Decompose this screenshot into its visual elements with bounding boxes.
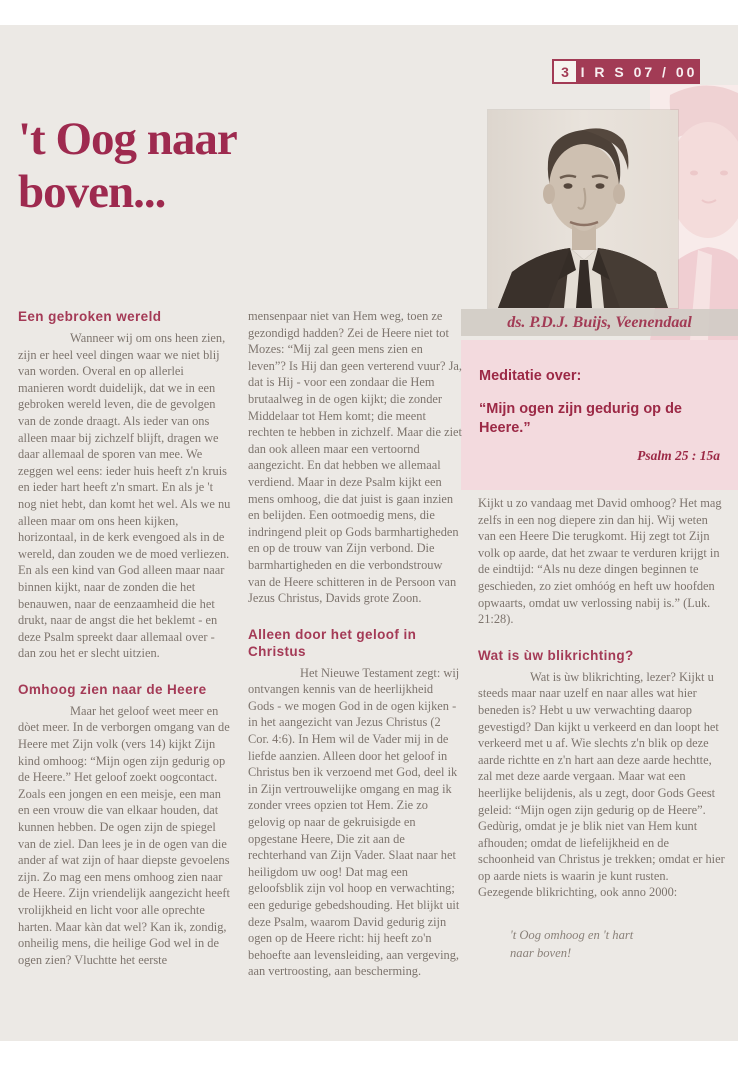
page-title	[18, 113, 448, 219]
meditation-quote: “Mijn ogen zijn gedurig op de Heere.”	[479, 401, 682, 436]
paragraph-broken-world: Wanneer wij om ons heen zien, zijn er heel veel dingen waar we niet blij van worden. Overal en op allerlei manieren wordt duidelijk, dat we in een gebroken wereld leven, die de gevolgen van de zonde draagt. Als ieder van ons alleen maar bij zichzelf blijft, dragen we daar allemaal de sporen van mee. We zeggen wel eens: ieder huis heeft z'n kruis en ieder hart heeft z'n smart. En als je 't nog niet hebt, dan komt het wel. Als we nu alleen maar om ons heen kijken, horizontaal, in de kerk evengoed als in de wereld, dan zouden we de moed verliezen. En als een kind van God alleen maar naar binnen kijkt, naar de zonden die het benauwen, naar de eenzaamheid die het drukt, naar de angst die het beklemt - en deze Psalm spreekt daar allemaal over - dan zou het er slecht uitzien.	[18, 331, 231, 661]
closing-motto-line2: naar boven!	[510, 945, 572, 960]
section-heading-broken-world: Een gebroken wereld	[18, 309, 162, 324]
magazine-page	[0, 25, 738, 1041]
page-title-line1: 't Oog naar	[18, 113, 237, 165]
header-badge	[552, 59, 700, 84]
paragraph-faith-in-christ: Het Nieuwe Testament zegt: wij ontvangen kennis van de heerlijkheid Gods - we mogen God in de ogen kijken - in het aangezicht van Jezus Christus (2 Cor. 4:6). In Hem wil de Vader mij in de liefde aanzien. Alleen door het geloof in Christus ben ik verzoend met God, deel ik in Zijn vertrouwelijke omgang en mag ik zonder vrees opzien tot Hem. Zie zo gelovig op naar de gekruisigde en opgestane Heere, Die zit aan de rechterhand van Zijn Vader. Slaat naar het heiligdom uw oog! Dat mag een geloofsblik zijn vol hoop en verwachting; een gedurige gebedshouding. Het blijkt uit deze Psalm, waarom David gedurig zijn ogen op de Heere richt: hij heeft zo'n behoefte aan levensleiding, aan vergeving, aan vertroosting, aan bescherming.	[248, 665, 460, 979]
paragraph-look-up: Maar het geloof weet meer en dòet meer. In de verborgen omgang van de Heere met Zijn volk (vers 14) kijkt Zijn kind omhoog: “Mijn ogen zijn gedurig op de Heere.” Het geloof zoekt oogcontact. Zoals een jongen en een meisje, een man en een vrouw die van elkaar houden, dat kunnen hebben. De ogen zijn de spiegel van de ziel. Dan lees je in de ogen van die ander af wat zijn of haar diepste gevoelens zijn. Zo mag een mens omhoog zien naar de Heere. Zijn vriendelijk aangezicht heeft vrolijkheid en licht voor alle oprechte harten. Maar kàn dat wel? Kan ik, zondig, onheilig mens, die heilige God wel in de ogen zien? Vluchtte het eerste	[18, 703, 230, 967]
closing-motto-line1: 't Oog omhoog en 't hart	[510, 928, 634, 943]
meditation-label: Meditatie over:	[479, 368, 582, 384]
paragraph-david-look-up: Kijkt u zo vandaag met David omhoog? Het mag zelfs in een nog diepere zin dan hij. Wij weten van een Heere Die terugkomt. Hij zegt tot Zijn volk op aarde, dat het zwaar te verduren krijgt in de eindtijd: “Als nu deze dingen beginnen te geschieden, zo ziet omhóóg en heft uw hoofden opwaarts, omdat uw verlossing nabij is.” (Luk. 21:28).	[478, 496, 722, 627]
text-column-3	[478, 495, 726, 962]
issue-label: I R S 07 / 00	[578, 59, 700, 84]
closing-motto	[478, 927, 726, 962]
portrait-photo	[488, 110, 678, 308]
meditation-reference: Psalm 25 : 15a	[637, 448, 720, 463]
section-heading-faith-in-christ: Alleen door het geloof in Christus	[248, 626, 417, 659]
photo-caption: ds. P.D.J. Buijs, Veenendaal	[461, 309, 738, 336]
text-column-1	[18, 308, 232, 968]
page-title-line2: boven...	[18, 166, 166, 218]
section-heading-look-up: Omhoog zien naar de Heere	[18, 681, 207, 697]
text-column-2	[248, 308, 462, 980]
page-number: 3	[552, 59, 578, 84]
meditation-box	[461, 340, 738, 490]
section-heading-your-direction: Wat is ùw blikrichting?	[478, 647, 634, 663]
paragraph-continuation: mensenpaar niet van Hem weg, toen ze gezondigd hadden? Zei de Heere niet tot Mozes: “Mij zal geen mens zien en leven”? Is Hij dan geen verterend vuur? Ja, dat is Hij - voor een zondaar die Hem brutaalweg in de ogen kijkt; die zonder Middelaar tot Hem komt; die meent rechten te hebben in zichzelf. Maar die ziet dan ook alleen maar een vertoornd aangezicht. En dat hebben we allemaal verdiend. Maar in deze Psalm kijkt een mens omhoog, die dat juist is gaan inzien en belijden. Een ootmoedig mens, die indringend pleit op Gods barmhartigheden en op de trouw van Zijn verbond. Die barmhartigheden en die verbondstrouw van de Heere schitteren in de Persoon van Jezus Christus, Davids grote Zoon.	[248, 309, 462, 606]
paragraph-your-direction: Wat is ùw blikrichting, lezer? Kijkt u steeds maar naar uzelf en naar alles wat hier beneden is? Hebt u uw verwachting daarop gevestigd? Dan kijkt u verkeerd en dan loopt het verkeerd met u af. Wie slechts z'n blik op deze aarde richtte en z'n hart aan deze aarde hechtte, zal met deze aarde vergaan. Maar wat een heerlijke belijdenis, als u zegt, door Gods Geest geleid: “Mijn ogen zijn gedurig op de Heere”. Gedùrig, omdat je je blik niet van Hem kunt afhouden; omdat de liefelijkheid en de schoonheid van Christus je trekken; omdat er hier op aarde niets is waarin je kunt rusten. Gezegende blikrichting, ook anno 2000:	[478, 669, 725, 900]
